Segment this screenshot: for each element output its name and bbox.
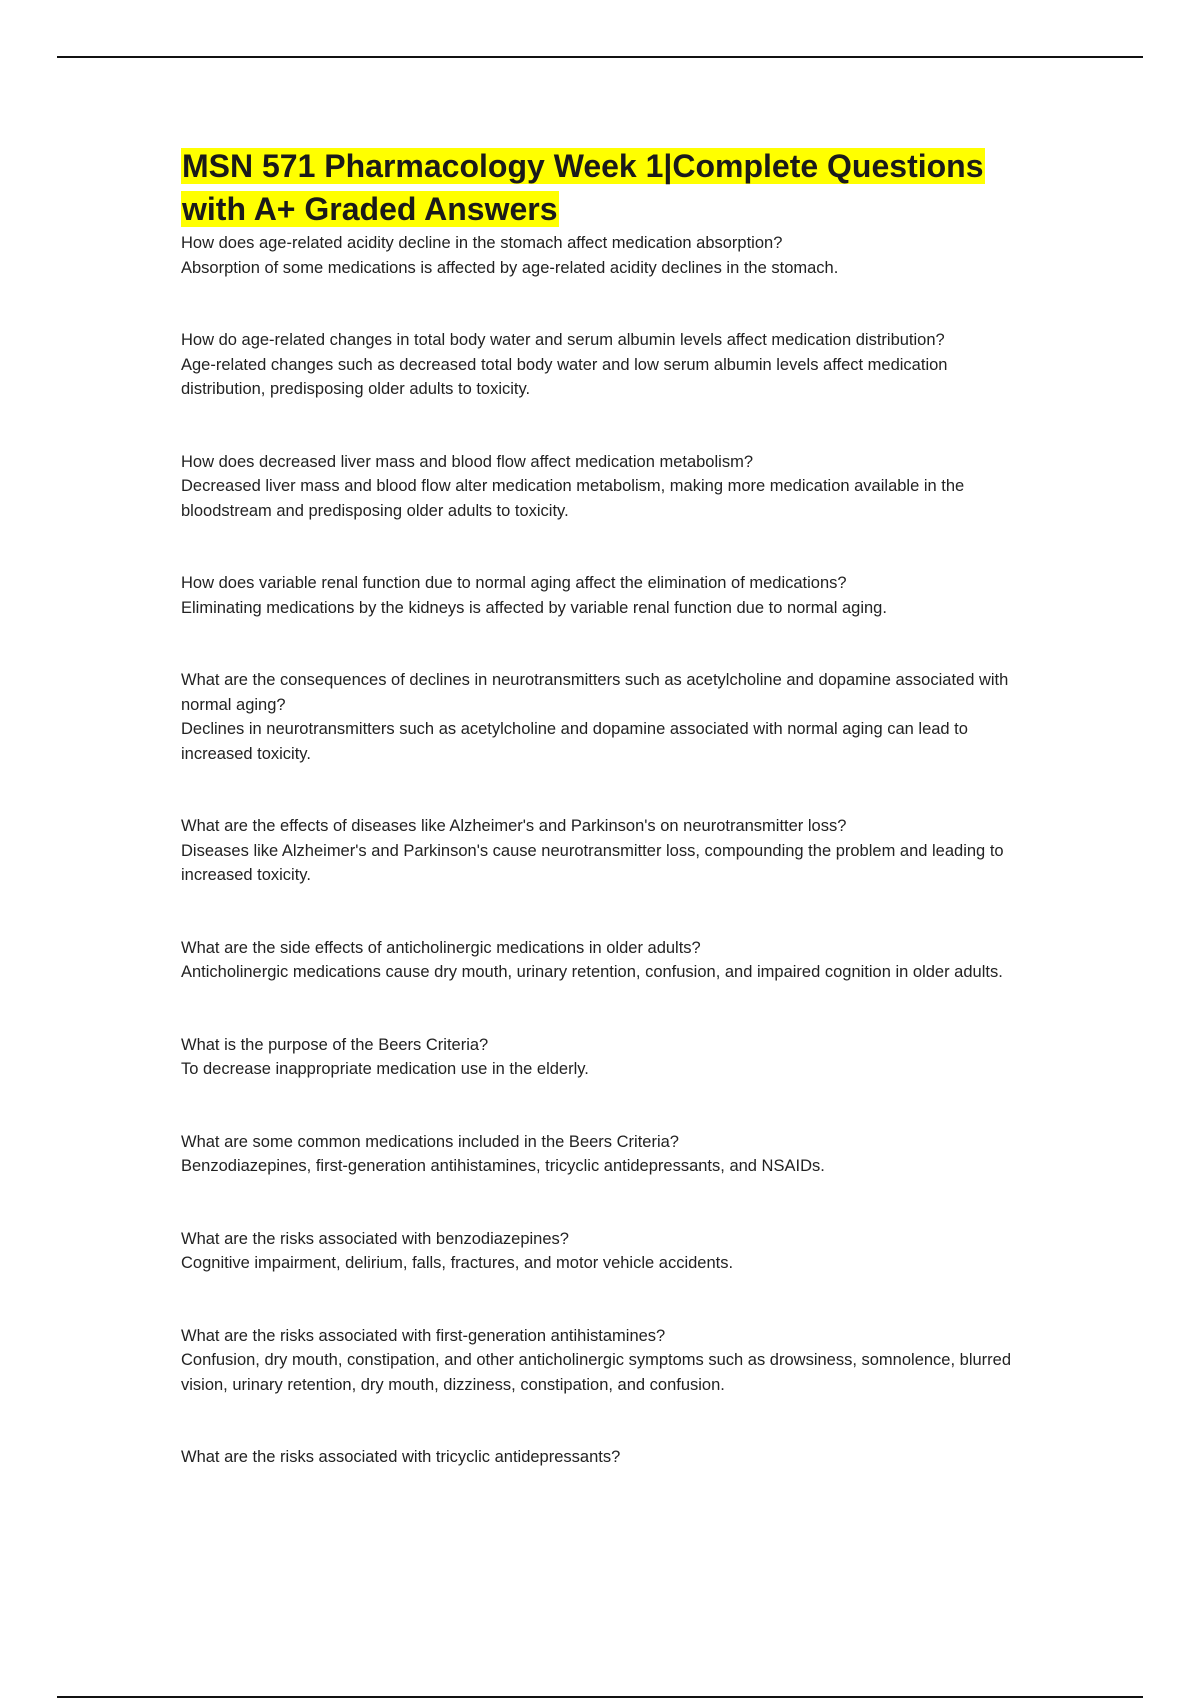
answer-text: Diseases like Alzheimer's and Parkinson's cause neurotransmitter loss, compounding the problem and leading to increased toxicity. (181, 841, 1004, 884)
question-text: How does variable renal function due to normal aging affect the elimination of medications? (181, 574, 847, 592)
question-text: What is the purpose of the Beers Criteria? (181, 1035, 489, 1054)
question-text: What are the consequences of declines in neurotransmitters such as acetylcholine and dopamine associated with normal aging? (181, 671, 1009, 714)
qa-item (181, 814, 1021, 888)
question-text: How does decreased liver mass and blood flow affect medication metabolism? (181, 452, 753, 471)
answer-text: Confusion, dry mouth, constipation, and other anticholinergic symptoms such as drowsiness, somnolence, blurred vision, urinary retention, dry mouth, dizziness, constipation, and confusion. (181, 1351, 1012, 1394)
qa-list (181, 231, 1021, 1470)
qa-item (181, 1445, 1021, 1470)
question-text: What are the side effects of anticholinergic medications in older adults? (181, 938, 701, 957)
qa-item (181, 571, 1021, 620)
qa-item (181, 1130, 1021, 1179)
question-text: What are some common medications included in the Beers Criteria? (181, 1132, 679, 1151)
document-body (181, 145, 1021, 1518)
title-highlight: MSN 571 Pharmacology Week 1|Complete Questions with A+ Graded Answers (182, 148, 984, 227)
qa-item (181, 450, 1021, 524)
document-title (181, 145, 1021, 231)
answer-text: Decreased liver mass and blood flow alter medication metabolism, making more medication available in the bloodstream and predisposing older adults to toxicity. (181, 477, 965, 520)
question-text: How do age-related changes in total body water and serum albumin levels affect medication distribution? (181, 331, 945, 349)
qa-item (181, 1324, 1021, 1398)
header-rule (57, 56, 1143, 58)
qa-item (181, 1033, 1021, 1082)
question-text: What are the effects of diseases like Alzheimer's and Parkinson's on neurotransmitter loss? (181, 817, 847, 835)
answer-text: Anticholinergic medications cause dry mouth, urinary retention, confusion, and impaired cognition in older adults. (181, 963, 1003, 981)
answer-text: To decrease inappropriate medication use in the elderly. (181, 1060, 589, 1078)
question-text: How does age-related acidity decline in the stomach affect medication absorption? (181, 234, 783, 252)
footer-rule (57, 1696, 1143, 1698)
qa-item (181, 1227, 1021, 1276)
answer-text: Age-related changes such as decreased total body water and low serum albumin levels affect medication distribution, predisposing older adults to toxicity. (181, 355, 948, 398)
answer-text: Declines in neurotransmitters such as acetylcholine and dopamine associated with normal aging can lead to increased toxicity. (181, 720, 968, 763)
qa-item (181, 668, 1021, 766)
qa-item (181, 231, 1021, 280)
question-text: What are the risks associated with benzodiazepines? (181, 1229, 569, 1248)
answer-text: Eliminating medications by the kidneys is affected by variable renal function due to normal aging. (181, 598, 887, 617)
question-text: What are the risks associated with first-generation antihistamines? (181, 1326, 666, 1345)
answer-text: Benzodiazepines, first-generation antihistamines, tricyclic antidepressants, and NSAIDs. (181, 1157, 825, 1175)
answer-text: Absorption of some medications is affected by age-related acidity declines in the stomach. (181, 258, 839, 277)
qa-item (181, 328, 1021, 402)
qa-item (181, 936, 1021, 985)
question-text: What are the risks associated with tricyclic antidepressants? (181, 1448, 621, 1466)
answer-text: Cognitive impairment, delirium, falls, fractures, and motor vehicle accidents. (181, 1254, 734, 1272)
